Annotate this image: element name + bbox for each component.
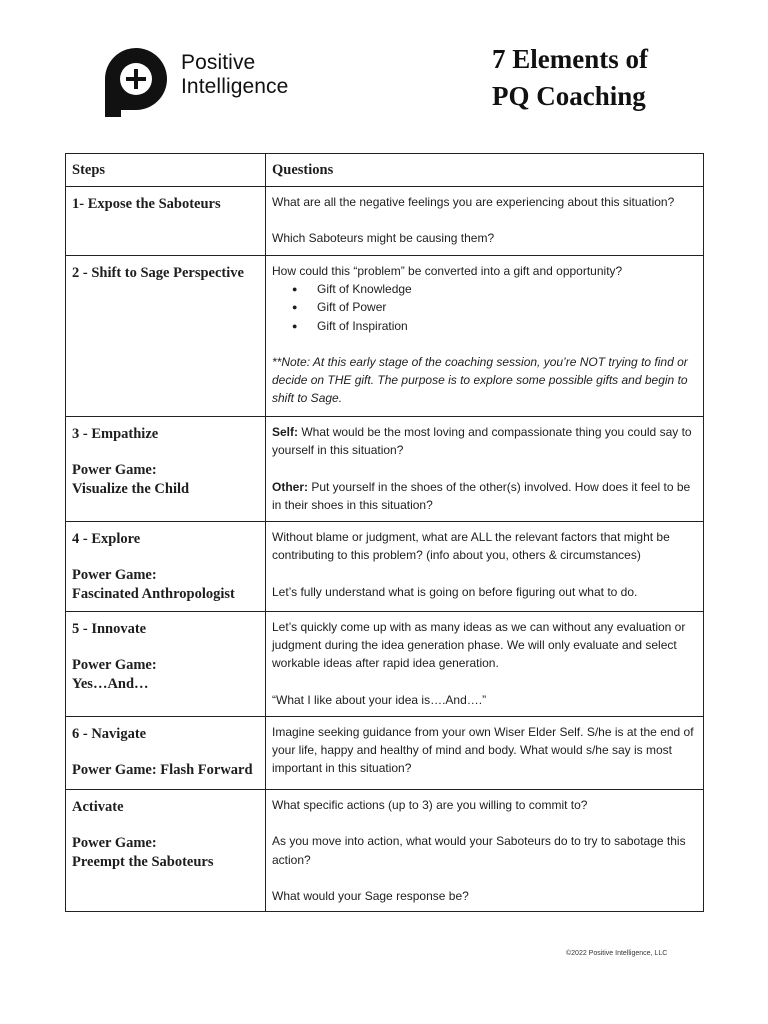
brand-line-2: Intelligence (181, 75, 289, 98)
power-game (72, 461, 259, 499)
question-text: What are all the negative feelings you are experiencing about this situation? (272, 195, 675, 209)
header-questions: Questions (266, 154, 704, 187)
power-game-name: Fascinated Anthropologist (72, 586, 235, 602)
question-text: What would your Sage response be? (272, 888, 469, 903)
questions-cell (266, 612, 704, 717)
question-text: As you move into action, what would your Saboteurs do to try to sabotage this action? (272, 834, 686, 867)
self-label: Self: (272, 425, 299, 439)
power-game-name: Visualize the Child (72, 481, 190, 497)
power-game-name: Yes…And… (72, 676, 149, 692)
questions-cell (266, 717, 704, 790)
power-game-label: Power Game: (72, 657, 157, 673)
list-item: ● Gift of Power (272, 298, 697, 316)
other-text: Put yourself in the shoes of the other(s) involved. How does it feel to be in their shoes in this situation? (272, 479, 691, 512)
questions-cell (266, 522, 704, 612)
table-row (66, 187, 704, 256)
step-cell (66, 790, 266, 912)
table-header-row (66, 154, 704, 187)
power-game-label: Power Game: (72, 462, 157, 478)
table-row (66, 790, 704, 912)
questions-cell (266, 187, 704, 256)
power-game (72, 656, 259, 694)
question-text: Without blame or judgment, what are ALL the relevant factors that might be contributing to this problem? (info about you, others & circumstances) (272, 530, 670, 563)
table-row (66, 522, 704, 612)
header-steps: Steps (66, 154, 266, 187)
brand-name (181, 51, 288, 99)
brand-line-1: Positive (181, 51, 256, 74)
list-item: ● Gift of Inspiration (272, 317, 697, 335)
power-game-label: Power Game: (72, 835, 157, 851)
question-text: Which Saboteurs might be causing them? (272, 231, 495, 246)
step-cell (66, 187, 266, 256)
self-text: What would be the most loving and compassionate thing you could say to yourself in this situation? (272, 425, 692, 458)
step-cell (66, 256, 266, 417)
step-title: 6 - Navigate (72, 726, 147, 742)
power-game (72, 834, 259, 872)
question-text: What specific actions (up to 3) are you willing to commit to? (272, 798, 588, 812)
step-cell (66, 417, 266, 522)
step-cell (66, 522, 266, 612)
copyright-footer: ©2022 Positive Intelligence, LLC (566, 950, 668, 957)
table-row (66, 612, 704, 717)
positive-intelligence-logo-icon (105, 41, 167, 117)
question-text: Imagine seeking guidance from your own Wiser Elder Self. S/he is at the end of your life, happy and healthy of mind and body. What would s/he say is most important in this situation? (272, 725, 694, 776)
other-label: Other: (272, 479, 308, 494)
table-row (66, 717, 704, 790)
power-game (72, 566, 259, 604)
question-text (272, 478, 697, 514)
table-row (66, 417, 704, 522)
question-text: Let’s fully understand what is going on before figuring out what to do. (272, 584, 638, 599)
gift-list (272, 280, 697, 335)
question-text: Let’s quickly come up with as many ideas as we can without any evaluation or judgment during the idea generation phase. We will only evaluate and select workable ideas after rapid idea generation. (272, 620, 686, 671)
power-game-label: Power Game: (72, 567, 157, 583)
coaching-table (65, 153, 704, 912)
step-cell (66, 717, 266, 790)
question-text (272, 423, 697, 459)
question-text: “What I like about your idea is….And….” (272, 692, 487, 707)
questions-cell (266, 256, 704, 417)
power-game-name: Power Game: Flash Forward (72, 762, 253, 778)
title-line-1: 7 Elements of (492, 44, 648, 74)
document-title (492, 41, 648, 115)
step-title: 2 - Shift to Sage Perspective (72, 265, 244, 281)
note-text: **Note: At this early stage of the coaching session, you’re NOT trying to find or decide on THE gift. The purpose is to explore some possible gifts and begin to shift to Sage. (272, 355, 688, 406)
step-title: 5 - Innovate (72, 621, 147, 637)
power-game-name: Preempt the Saboteurs (72, 854, 214, 870)
step-cell (66, 612, 266, 717)
list-item: ● Gift of Knowledge (272, 280, 697, 298)
title-line-2: PQ Coaching (492, 81, 646, 111)
step-title: 3 - Empathize (72, 426, 159, 442)
step-title: 1- Expose the Saboteurs (72, 196, 221, 212)
questions-cell (266, 790, 704, 912)
question-text: How could this “problem” be converted into a gift and opportunity? (272, 264, 623, 278)
questions-cell (266, 417, 704, 522)
step-title: Activate (72, 799, 124, 815)
table-row (66, 256, 704, 417)
step-title: 4 - Explore (72, 531, 141, 547)
